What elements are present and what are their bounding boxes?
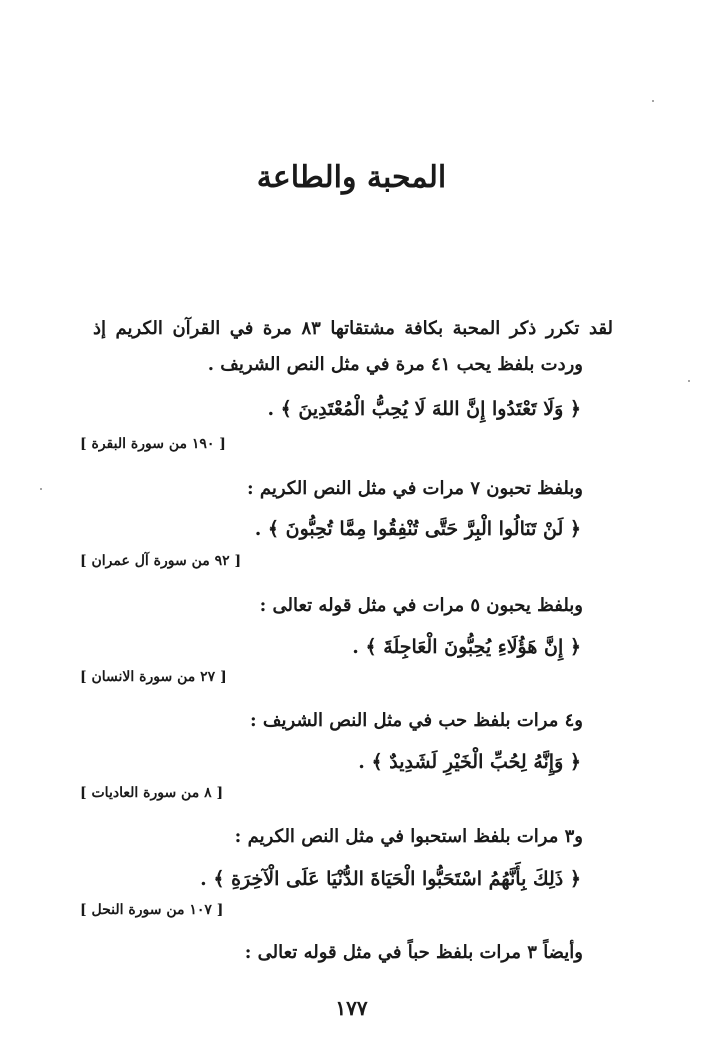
- verse-reference-2: [ ٩٢ من سورة آل عمران ]: [80, 553, 242, 569]
- scan-speck: [688, 380, 690, 382]
- verse-3: ﴿ إِنَّ هَؤُلَاءِ يُحِبُّونَ الْعَاجِلَةَ ﴾ .: [352, 636, 581, 658]
- section-heading-4: و٤ مرات بلفظ حب في مثل النص الشريف :: [249, 710, 583, 731]
- verse-1: ﴿ وَلَا تَعْتَدُوا إِنَّ اللهَ لَا يُحِبُّ الْمُعْتَدِينَ ﴾ .: [267, 398, 581, 420]
- intro-line-1: لقد تكرر ذكر المحبة بكافة مشتقاتها ٨٣ مرة في القرآن الكريم إذ: [93, 318, 613, 339]
- verse-reference-1: [ ١٩٠ من سورة البقرة ]: [80, 436, 226, 452]
- verse-reference-4: [ ٨ من سورة العاديات ]: [80, 785, 224, 801]
- section-heading-5: و٣ مرات بلفظ استحبوا في مثل النص الكريم :: [234, 826, 583, 847]
- scan-speck: [652, 100, 654, 102]
- verse-2: ﴿ لَنْ تَنَالُوا الْبِرَّ حَتَّى تُنْفِقُوا مِمَّا تُحِبُّونَ ﴾ .: [254, 518, 581, 540]
- verse-4: ﴿ وَإِنَّهُ لِحُبِّ الْخَيْرِ لَشَدِيدٌ ﴾ .: [358, 751, 581, 773]
- scan-speck: [40, 488, 42, 490]
- verse-reference-5: [ ١٠٧ من سورة النحل ]: [80, 902, 224, 918]
- intro-line-2: وردت بلفظ يحب ٤١ مرة في مثل النص الشريف .: [207, 354, 583, 375]
- closing-line: وأيضاً ٣ مرات بلفظ حباً في مثل قوله تعالى :: [244, 942, 583, 963]
- chapter-title: المحبة والطاعة: [256, 160, 447, 195]
- page-number: ١٧٧: [335, 996, 368, 1020]
- verse-reference-3: [ ٢٧ من سورة الانسان ]: [80, 669, 227, 685]
- verse-5: ﴿ ذَلِكَ بِأَنَّهُمُ اسْتَحَبُّوا الْحَيَاةَ الدُّنْيَا عَلَى الْآخِرَةِ ﴾ .: [200, 868, 581, 890]
- section-heading-2: وبلفظ تحبون ٧ مرات في مثل النص الكريم :: [246, 478, 583, 499]
- section-heading-3: وبلفظ يحبون ٥ مرات في مثل قوله تعالى :: [259, 595, 583, 616]
